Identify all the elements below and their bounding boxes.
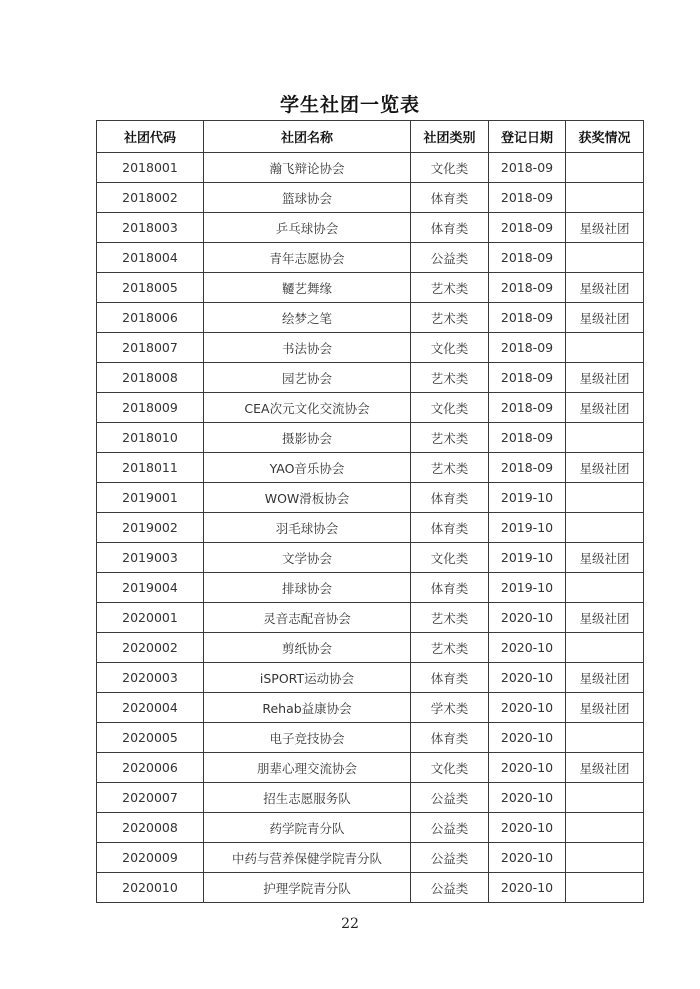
table-row [97, 363, 644, 393]
table-row [97, 243, 644, 273]
table-row [97, 663, 644, 693]
header-club-category: 社团类别 [411, 121, 489, 153]
club-name-cell: 园艺协会 [204, 363, 411, 393]
club-code-cell: 2020010 [97, 873, 204, 903]
club-name-cell: 篮球协会 [204, 183, 411, 213]
club-code-cell: 2020004 [97, 693, 204, 723]
register-date-cell: 2020-10 [489, 693, 566, 723]
club-name-cell: 朋辈心理交流协会 [204, 753, 411, 783]
club-code-cell: 2019002 [97, 513, 204, 543]
award-cell: 星级社团 [566, 693, 644, 723]
award-cell: 星级社团 [566, 663, 644, 693]
award-cell [566, 333, 644, 363]
register-date-cell: 2018-09 [489, 183, 566, 213]
club-code-cell: 2018001 [97, 153, 204, 183]
register-date-cell: 2020-10 [489, 753, 566, 783]
club-code-cell: 2019004 [97, 573, 204, 603]
table-row [97, 423, 644, 453]
club-name-cell: 韆艺舞缘 [204, 273, 411, 303]
club-name-cell: 书法协会 [204, 333, 411, 363]
club-category-cell: 体育类 [411, 723, 489, 753]
table-row [97, 693, 644, 723]
club-code-cell: 2020001 [97, 603, 204, 633]
club-name-cell: 灵音志配音协会 [204, 603, 411, 633]
club-category-cell: 艺术类 [411, 303, 489, 333]
club-name-cell: 招生志愿服务队 [204, 783, 411, 813]
club-name-cell: 乒乓球协会 [204, 213, 411, 243]
club-category-cell: 文化类 [411, 153, 489, 183]
register-date-cell: 2018-09 [489, 243, 566, 273]
club-category-cell: 体育类 [411, 663, 489, 693]
award-cell [566, 873, 644, 903]
award-cell [566, 633, 644, 663]
club-code-cell: 2020003 [97, 663, 204, 693]
award-cell: 星级社团 [566, 273, 644, 303]
award-cell: 星级社团 [566, 213, 644, 243]
table-row [97, 213, 644, 243]
header-register-date: 登记日期 [489, 121, 566, 153]
table-row [97, 753, 644, 783]
table-row [97, 273, 644, 303]
club-code-cell: 2018009 [97, 393, 204, 423]
award-cell: 星级社团 [566, 453, 644, 483]
table-row [97, 873, 644, 903]
award-cell: 星级社团 [566, 753, 644, 783]
club-category-cell: 体育类 [411, 183, 489, 213]
club-category-cell: 文化类 [411, 543, 489, 573]
club-category-cell: 艺术类 [411, 603, 489, 633]
club-name-cell: 排球协会 [204, 573, 411, 603]
club-category-cell: 学术类 [411, 693, 489, 723]
club-category-cell: 体育类 [411, 573, 489, 603]
club-category-cell: 公益类 [411, 783, 489, 813]
club-name-cell: 瀚飞辩论协会 [204, 153, 411, 183]
club-code-cell: 2018011 [97, 453, 204, 483]
club-code-cell: 2020008 [97, 813, 204, 843]
register-date-cell: 2018-09 [489, 363, 566, 393]
club-category-cell: 体育类 [411, 513, 489, 543]
club-name-cell: CEA次元文化交流协会 [204, 393, 411, 423]
register-date-cell: 2018-09 [489, 423, 566, 453]
club-category-cell: 艺术类 [411, 423, 489, 453]
register-date-cell: 2018-09 [489, 333, 566, 363]
club-category-cell: 文化类 [411, 753, 489, 783]
club-name-cell: 剪纸协会 [204, 633, 411, 663]
club-category-cell: 艺术类 [411, 633, 489, 663]
club-name-cell: 羽毛球协会 [204, 513, 411, 543]
table-row [97, 483, 644, 513]
register-date-cell: 2018-09 [489, 303, 566, 333]
table-row [97, 513, 644, 543]
register-date-cell: 2018-09 [489, 153, 566, 183]
award-cell [566, 513, 644, 543]
award-cell [566, 813, 644, 843]
club-code-cell: 2020002 [97, 633, 204, 663]
table-row [97, 303, 644, 333]
club-category-cell: 艺术类 [411, 363, 489, 393]
award-cell [566, 573, 644, 603]
award-cell [566, 723, 644, 753]
club-category-cell: 公益类 [411, 843, 489, 873]
award-cell [566, 153, 644, 183]
register-date-cell: 2019-10 [489, 513, 566, 543]
award-cell [566, 483, 644, 513]
register-date-cell: 2018-09 [489, 273, 566, 303]
table-row [97, 543, 644, 573]
award-cell [566, 843, 644, 873]
award-cell [566, 243, 644, 273]
table-row [97, 603, 644, 633]
award-cell: 星级社团 [566, 543, 644, 573]
club-category-cell: 公益类 [411, 873, 489, 903]
register-date-cell: 2020-10 [489, 603, 566, 633]
register-date-cell: 2018-09 [489, 453, 566, 483]
club-code-cell: 2018007 [97, 333, 204, 363]
club-code-cell: 2019001 [97, 483, 204, 513]
club-name-cell: iSPORT运动协会 [204, 663, 411, 693]
club-category-cell: 艺术类 [411, 273, 489, 303]
club-name-cell: YAO音乐协会 [204, 453, 411, 483]
register-date-cell: 2019-10 [489, 543, 566, 573]
register-date-cell: 2020-10 [489, 783, 566, 813]
club-name-cell: WOW滑板协会 [204, 483, 411, 513]
club-code-cell: 2018005 [97, 273, 204, 303]
club-table [96, 120, 644, 903]
club-code-cell: 2018004 [97, 243, 204, 273]
club-code-cell: 2020007 [97, 783, 204, 813]
club-code-cell: 2018008 [97, 363, 204, 393]
club-name-cell: 绘梦之笔 [204, 303, 411, 333]
table-row [97, 573, 644, 603]
table-row [97, 333, 644, 363]
club-name-cell: 中药与营养保健学院青分队 [204, 843, 411, 873]
register-date-cell: 2020-10 [489, 663, 566, 693]
table-row [97, 393, 644, 423]
club-code-cell: 2018003 [97, 213, 204, 243]
club-category-cell: 公益类 [411, 813, 489, 843]
club-category-cell: 文化类 [411, 333, 489, 363]
club-category-cell: 公益类 [411, 243, 489, 273]
club-name-cell: 青年志愿协会 [204, 243, 411, 273]
club-code-cell: 2018006 [97, 303, 204, 333]
club-name-cell: Rehab益康协会 [204, 693, 411, 723]
club-category-cell: 体育类 [411, 483, 489, 513]
register-date-cell: 2019-10 [489, 483, 566, 513]
club-category-cell: 艺术类 [411, 453, 489, 483]
club-name-cell: 电子竞技协会 [204, 723, 411, 753]
header-club-name: 社团名称 [204, 121, 411, 153]
club-code-cell: 2020006 [97, 753, 204, 783]
table-header-row [97, 121, 644, 153]
table-row [97, 633, 644, 663]
club-category-cell: 体育类 [411, 213, 489, 243]
award-cell [566, 183, 644, 213]
club-code-cell: 2018002 [97, 183, 204, 213]
table-row [97, 813, 644, 843]
register-date-cell: 2020-10 [489, 723, 566, 753]
club-category-cell: 文化类 [411, 393, 489, 423]
club-code-cell: 2019003 [97, 543, 204, 573]
club-name-cell: 摄影协会 [204, 423, 411, 453]
table-row [97, 183, 644, 213]
header-club-code: 社团代码 [97, 121, 204, 153]
award-cell: 星级社团 [566, 363, 644, 393]
register-date-cell: 2020-10 [489, 633, 566, 663]
register-date-cell: 2020-10 [489, 873, 566, 903]
award-cell [566, 783, 644, 813]
club-code-cell: 2018010 [97, 423, 204, 453]
table-row [97, 153, 644, 183]
club-name-cell: 文学协会 [204, 543, 411, 573]
register-date-cell: 2019-10 [489, 573, 566, 603]
register-date-cell: 2020-10 [489, 843, 566, 873]
page-number: 22 [341, 916, 359, 932]
table-row [97, 783, 644, 813]
award-cell [566, 423, 644, 453]
table-row [97, 453, 644, 483]
register-date-cell: 2020-10 [489, 813, 566, 843]
club-name-cell: 药学院青分队 [204, 813, 411, 843]
page-title: 学生社团一览表 [279, 94, 420, 116]
header-awards: 获奖情况 [566, 121, 644, 153]
club-name-cell: 护理学院青分队 [204, 873, 411, 903]
register-date-cell: 2018-09 [489, 393, 566, 423]
club-code-cell: 2020005 [97, 723, 204, 753]
award-cell: 星级社团 [566, 393, 644, 423]
table-row [97, 843, 644, 873]
award-cell: 星级社团 [566, 603, 644, 633]
register-date-cell: 2018-09 [489, 213, 566, 243]
club-code-cell: 2020009 [97, 843, 204, 873]
award-cell: 星级社团 [566, 303, 644, 333]
table-row [97, 723, 644, 753]
